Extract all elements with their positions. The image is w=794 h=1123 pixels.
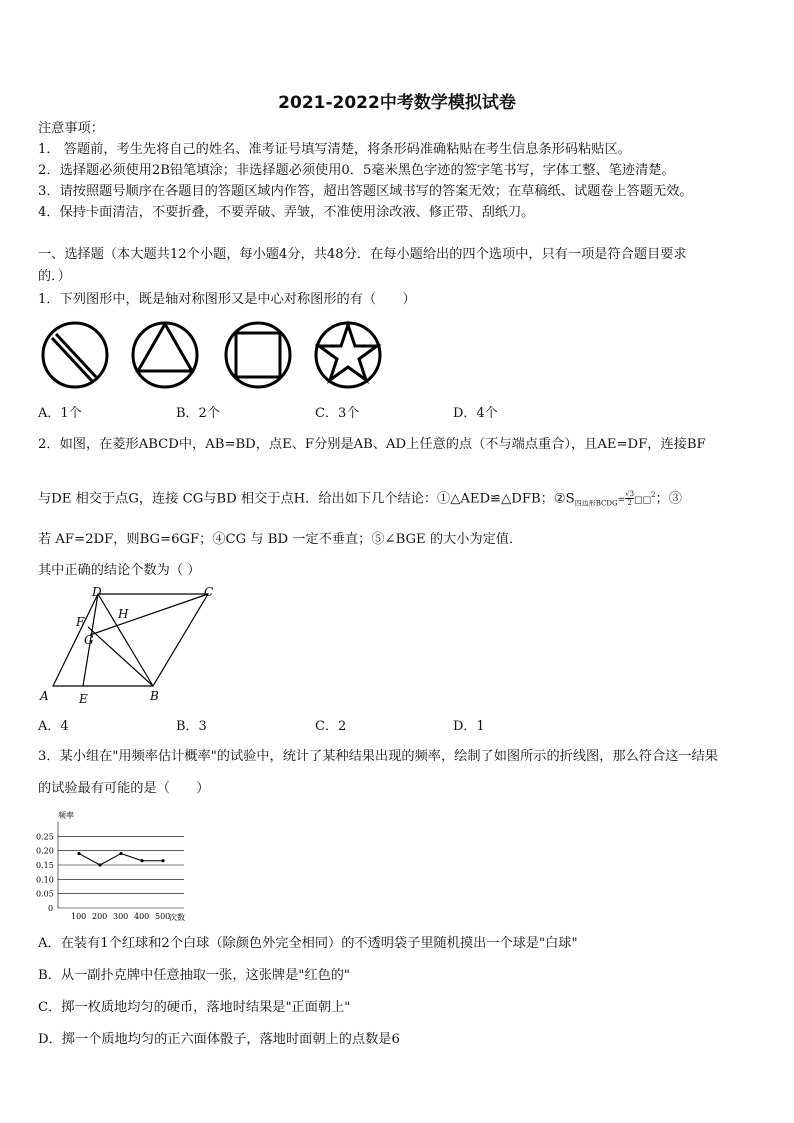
q2-stem-line1: 2．如图，在菱形ABCD中，AB=BD，点E、F分别是AB、AD上任意的点（不与端点重合），且AE=DF，连接BF [38, 437, 706, 452]
label-h: H [118, 607, 129, 621]
figure-circle-star [316, 323, 380, 387]
label-b: B [150, 689, 159, 703]
q3-option-c: C．掷一枚质地均匀的硬币，落地时结果是"正面朝上" [38, 1000, 351, 1015]
chart-data-point [140, 859, 143, 862]
label-d: D [92, 585, 102, 599]
section-heading: 一、选择题（本大题共12个小题，每小题4分，共48分．在每小题给出的四个选项中，只有一项是符合题目要求 [38, 247, 687, 262]
notice-item: 2．选择题必须使用2B铅笔填涂；非选择题必须使用0．5毫米黑色字迹的签字笔书写，字体工整、笔迹清楚。 [38, 163, 675, 178]
chart-y-tick-label: 0.05 [36, 889, 54, 899]
chart-y-tick-label: 0.10 [36, 875, 54, 885]
q3-stem-line1: 3．某小组在"用频率估计概率"的试验中，统计了某种结果出现的频率，绘制了如图所示的折线图，那么符合这一结果 [38, 749, 718, 764]
chart-x-tick-label: 500 [155, 912, 171, 921]
q2-boxes: □□ [634, 495, 652, 506]
notice-item: 1． 答题前，考生先将自己的姓名、准考证号填写清楚，将条形码准确粘贴在考生信息条形码粘贴区。 [38, 142, 631, 157]
chart-xlabel: 次数 [169, 913, 185, 922]
label-e: E [79, 692, 88, 706]
figure-circle-square [226, 323, 290, 387]
chart-ylabel: 频率 [58, 811, 74, 820]
label-f: F [76, 615, 85, 629]
q3-stem-line2: 的试验最有可能的是（ ） [38, 781, 210, 796]
q2-stem-text-end: ；③ [655, 491, 682, 507]
frequency-line-chart [34, 808, 194, 926]
q2-stem-text: 与DE 相交于点G，连接 CG与BD 相交于点H．给出如下几个结论：①△AED≌△DFB；②S [38, 491, 575, 507]
q2-fraction [625, 490, 634, 507]
q2-stem-line2 [38, 486, 682, 512]
segment-cg [90, 594, 208, 635]
chart-data-point [119, 852, 122, 855]
chart-data-point [161, 859, 164, 862]
q3-option-a: A．在装有1个红球和2个白球（除颜色外完全相同）的不透明袋子里随机摸出一个球是"白球" [38, 936, 578, 951]
label-c: C [204, 585, 214, 599]
q2-option-b: B．3 [176, 719, 207, 734]
label-g: G [84, 633, 94, 647]
notice-item: 4．保持卡面清洁，不要折叠，不要弄破、弄皱，不准使用涂改液、修正带、刮纸刀。 [38, 205, 535, 220]
chart-series-line [79, 854, 163, 865]
q2-option-a: A．4 [38, 719, 69, 734]
rhombus-abcd [53, 594, 208, 686]
q2-stem-line3: 若 AF=2DF，则BG=6GF；④CG 与 BD 一定不垂直；⑤∠BGE 的大小为定值． [38, 532, 523, 547]
q2-frac-num: √3 [625, 490, 635, 499]
chart-x-tick-label: 200 [92, 912, 108, 921]
q1-option-c: C．3个 [315, 406, 360, 421]
page-title: 2021-2022中考数学模拟试卷 [278, 93, 516, 113]
q1-stem: 1．下列图形中，既是轴对称图形又是中心对称图形的有（ ） [38, 292, 416, 307]
q2-frac-den: 2 [627, 499, 632, 508]
chart-data-point [77, 852, 80, 855]
q2-eq: = [617, 495, 626, 506]
notice-heading: 注意事项： [38, 121, 104, 136]
notice-item: 3．请按照题号顺序在各题目的答题区域内作答，超出答题区域书写的答案无效；在草稿纸、试题卷上答题无效。 [38, 184, 693, 199]
q2-subscript: 四边形BCDG [574, 499, 618, 508]
figure-circle-triangle [133, 323, 197, 387]
q3-option-d: D．掷一个质地均匀的正六面体骰子，落地时面朝上的点数是6 [38, 1032, 400, 1047]
q1-option-d: D．4个 [453, 406, 498, 421]
q2-rhombus-figure [38, 582, 228, 706]
q1-option-b: B．2个 [176, 406, 220, 421]
figure-circle-line [43, 323, 107, 387]
q1-option-a: A．1个 [38, 406, 82, 421]
q2-option-d: D．1 [453, 719, 485, 734]
segment-bf [88, 627, 153, 686]
chart-y-tick-label: 0 [48, 904, 54, 913]
chart-x-tick-label: 300 [113, 912, 129, 921]
chart-x-tick-label: 400 [134, 912, 150, 921]
chart-y-tick-label: 0.25 [36, 832, 54, 842]
q2-stem-line4: 其中正确的结论个数为（ ） [38, 563, 201, 578]
q2-option-c: C．2 [315, 719, 347, 734]
chart-y-tick-label: 0.15 [36, 861, 54, 870]
label-a: A [40, 689, 49, 703]
chart-data-point [98, 863, 101, 866]
q2-sup: 2 [651, 491, 656, 499]
section-heading-cont: 的．） [38, 269, 71, 284]
q3-option-b: B．从一副扑克牌中任意抽取一张，这张牌是"红色的" [38, 968, 350, 983]
chart-x-tick-label: 100 [71, 912, 87, 921]
chart-y-tick-label: 0.20 [36, 846, 54, 856]
q1-figures [38, 318, 383, 396]
